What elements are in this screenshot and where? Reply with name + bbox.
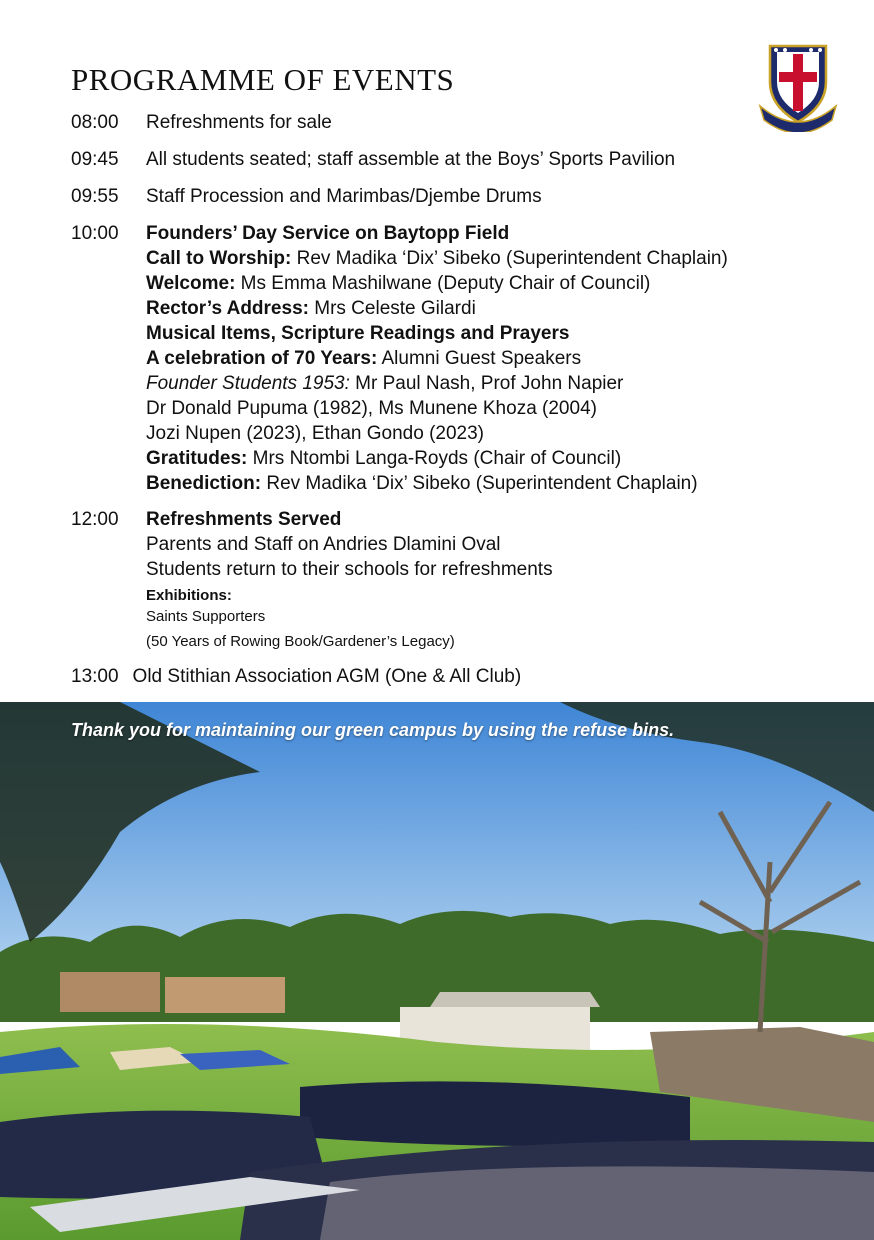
event-time: 10:00 bbox=[71, 223, 119, 244]
welcome: Welcome: Ms Emma Mashilwane (Deputy Chair of Council) bbox=[146, 273, 651, 294]
event-text: Refreshments for sale bbox=[146, 112, 332, 133]
exhibitions-label: Exhibitions: bbox=[146, 587, 232, 604]
event-text: Old Stithian Association AGM (One & All Club) bbox=[132, 666, 522, 687]
refreshments-line: Parents and Staff on Andries Dlamini Oval bbox=[146, 534, 501, 555]
call-to-worship: Call to Worship: Rev Madika ‘Dix’ Sibeko (Superintendent Chaplain) bbox=[146, 248, 728, 269]
refreshments-line: Students return to their schools for refreshments bbox=[146, 559, 553, 580]
service-heading: Founders’ Day Service on Baytopp Field bbox=[146, 223, 510, 244]
campus-photo bbox=[0, 702, 874, 1240]
alumni-speakers-1: Dr Donald Pupuma (1982), Ms Munene Khoza (2004) bbox=[146, 398, 597, 419]
musical-items: Musical Items, Scripture Readings and Prayers bbox=[146, 323, 570, 344]
event-time: 09:45 bbox=[71, 149, 119, 170]
founder-students: Founder Students 1953: Mr Paul Nash, Prof John Napier bbox=[146, 373, 624, 394]
exhibit-item: Saints Supporters bbox=[146, 608, 266, 625]
gratitudes: Gratitudes: Mrs Ntombi Langa-Royds (Chair of Council) bbox=[146, 448, 622, 469]
refreshments-heading: Refreshments Served bbox=[146, 509, 342, 530]
green-campus-notice: Thank you for maintaining our green campus by using the refuse bins. bbox=[71, 720, 675, 740]
page-title: PROGRAMME OF EVENTS bbox=[71, 62, 455, 97]
agm-row bbox=[71, 664, 521, 689]
event-text: All students seated; staff assemble at the Boys’ Sports Pavilion bbox=[146, 149, 676, 170]
alumni-speakers-2: Jozi Nupen (2023), Ethan Gondo (2023) bbox=[146, 423, 484, 444]
school-crest-icon bbox=[758, 42, 838, 132]
event-time: 13:00 bbox=[71, 666, 119, 687]
event-text: Staff Procession and Marimbas/Djembe Drums bbox=[146, 186, 542, 207]
event-time: 08:00 bbox=[71, 112, 119, 133]
celebration: A celebration of 70 Years: Alumni Guest Speakers bbox=[146, 348, 582, 369]
event-time: 09:55 bbox=[71, 186, 119, 207]
exhibit-item: (50 Years of Rowing Book/Gardener’s Legacy) bbox=[146, 633, 455, 650]
benediction: Benediction: Rev Madika ‘Dix’ Sibeko (Superintendent Chaplain) bbox=[146, 473, 698, 494]
rector-address: Rector’s Address: Mrs Celeste Gilardi bbox=[146, 298, 476, 319]
event-time: 12:00 bbox=[71, 509, 119, 530]
